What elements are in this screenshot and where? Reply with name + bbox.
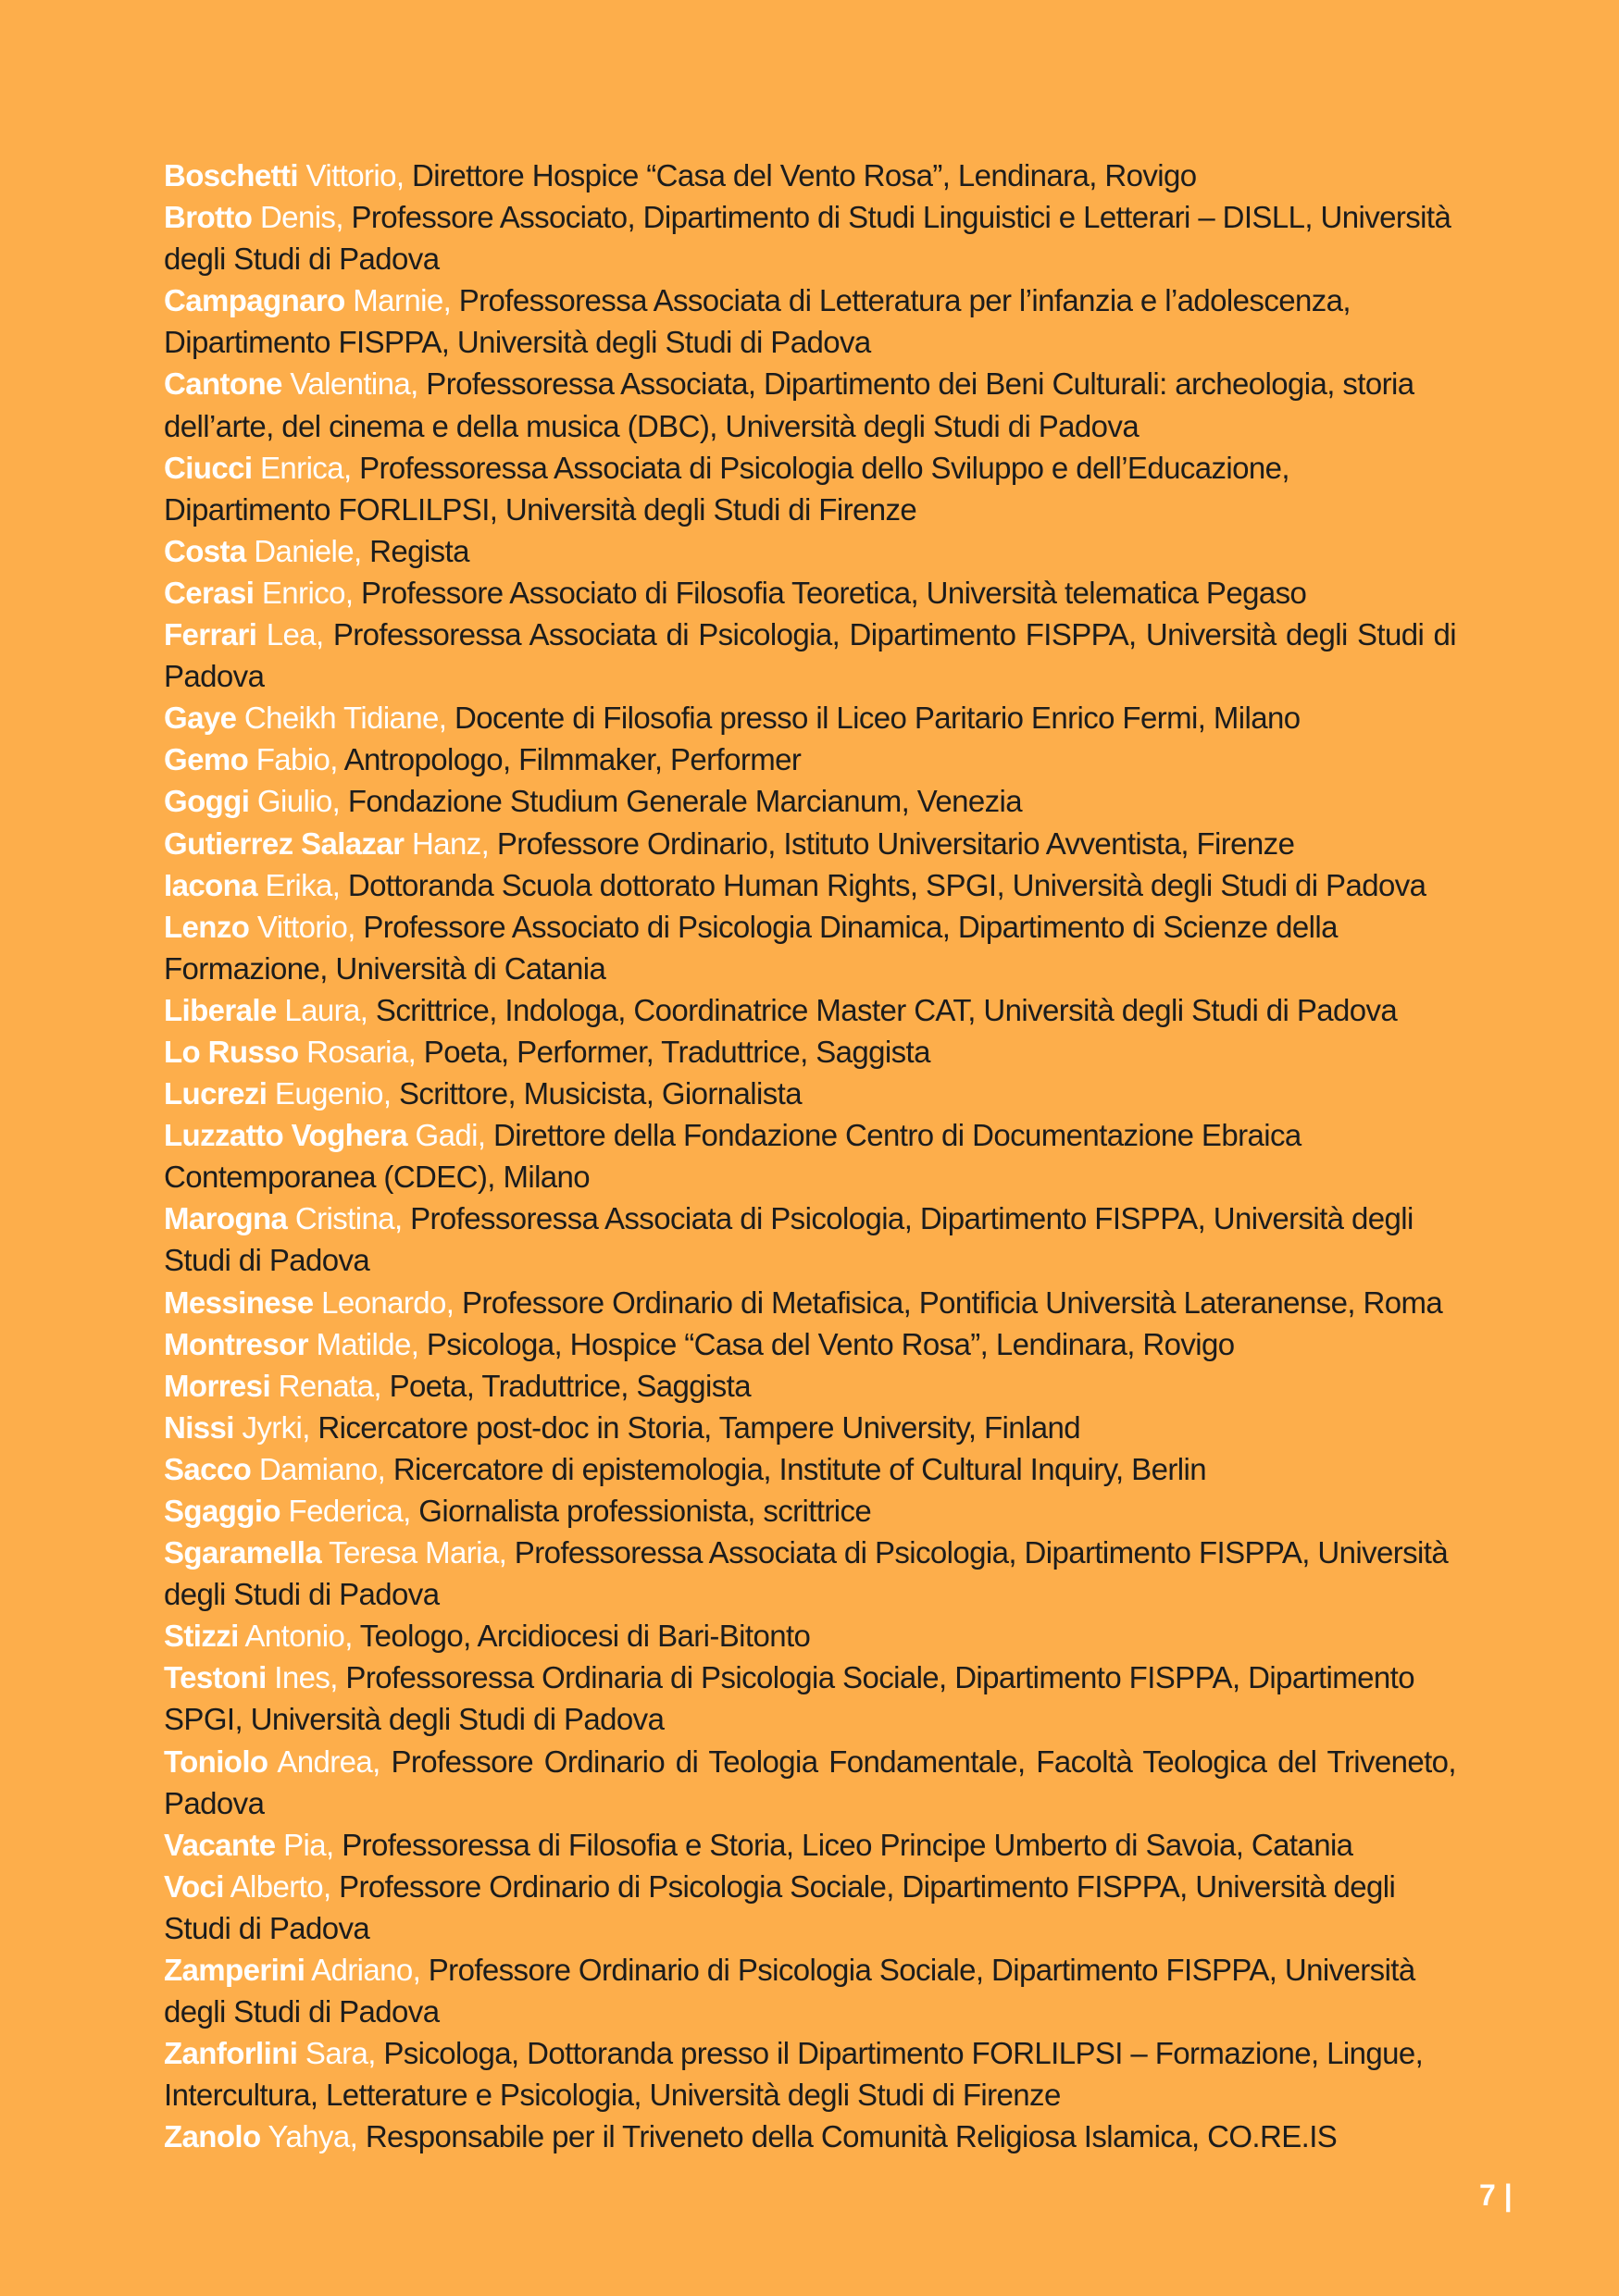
contributor-surname: Stizzi xyxy=(164,1619,239,1654)
contributor-surname: Ciucci xyxy=(164,450,253,485)
contributor-surname: Sgaggio xyxy=(164,1494,280,1528)
contributor-description: Teologo, Arcidiocesi di Bari-Bitonto xyxy=(359,1619,811,1654)
contributor-surname: Gutierrez Salazar xyxy=(164,825,405,861)
contributor-surname: Toniolo xyxy=(164,1744,268,1779)
contributor-given-name: Enrico, xyxy=(261,575,354,610)
contributor-entry xyxy=(164,1448,1456,1490)
contributor-surname: Nissi xyxy=(164,1409,234,1445)
contributor-given-name: Laura, xyxy=(284,992,368,1027)
contributor-description: Psicologa, Dottoranda presso il Dipartimento FORLILPSI – Formazione, Lingue, Intercultura, Letterature e Psicologia, Università degli Studi di Firenze xyxy=(164,2036,1424,2113)
contributor-entry xyxy=(164,1365,1456,1407)
contributor-surname: Zanolo xyxy=(164,2119,261,2154)
contributor-given-name: Sara, xyxy=(305,2036,376,2071)
contributor-description: Regista xyxy=(369,533,469,568)
contributor-description: Responsabile per il Triveneto della Comunità Religiosa Islamica, CO.RE.IS xyxy=(365,2119,1338,2154)
contributor-given-name: Jyrki, xyxy=(242,1409,310,1445)
contributor-given-name: Yahya, xyxy=(268,2119,358,2154)
contributor-description: Direttore della Fondazione Centro di Documentazione Ebraica Contemporanea (CDEC), Milano xyxy=(164,1118,1301,1195)
contributor-surname: Sgaramella xyxy=(164,1535,322,1570)
contributor-surname: Messinese xyxy=(164,1285,314,1320)
contributor-given-name: Valentina, xyxy=(290,366,418,402)
contributor-description: Scrittrice, Indologa, Coordinatrice Master CAT, Università degli Studi di Padova xyxy=(375,992,1398,1027)
contributor-entry xyxy=(164,864,1456,906)
contributor-entry xyxy=(164,1407,1456,1448)
contributor-surname: Gaye xyxy=(164,701,237,736)
contributor-given-name: Vittorio, xyxy=(256,909,355,944)
contributor-description: Poeta, Traduttrice, Saggista xyxy=(389,1368,751,1403)
contributor-given-name: Cristina, xyxy=(294,1201,403,1236)
contributor-entry xyxy=(164,1949,1456,2032)
contributor-given-name: Cheikh Tidiane, xyxy=(243,701,447,736)
contributor-entry xyxy=(164,196,1456,279)
contributor-description: Professoressa Associata, Dipartimento dei Beni Culturali: archeologia, storia dell’arte, del cinema e della musica (DBC), Università degli Studi di Padova xyxy=(164,366,1414,443)
contributor-given-name: Rosaria, xyxy=(306,1034,417,1069)
contributor-given-name: Vittorio, xyxy=(305,158,405,192)
contributor-surname: Costa xyxy=(164,533,246,568)
contributor-given-name: Denis, xyxy=(259,200,343,235)
contributor-surname: Cerasi xyxy=(164,575,255,610)
contributor-surname: Liberale xyxy=(164,992,277,1027)
contributor-description: Direttore Hospice “Casa del Vento Rosa”, Lendinara, Rovigo xyxy=(412,158,1197,192)
contributor-given-name: Leonardo, xyxy=(321,1285,455,1320)
contributor-given-name: Alberto, xyxy=(230,1868,331,1904)
contributor-entry xyxy=(164,279,1456,363)
contributor-surname: Testoni xyxy=(164,1660,267,1695)
contributor-given-name: Teresa Maria, xyxy=(329,1535,507,1570)
page-number: 7 | xyxy=(1479,2178,1513,2212)
contributor-surname: Luzzatto Voghera xyxy=(164,1118,407,1153)
contributor-description: Professore Associato di Psicologia Dinamica, Dipartimento di Scienze della Formazione, Università di Catania xyxy=(164,909,1338,986)
contributor-description: Professoressa Associata di Psicologia dello Sviluppo e dell’Educazione, Dipartimento FORLILPSI, Università degli Studi di Firenze xyxy=(164,450,1289,527)
contributor-given-name: Adriano, xyxy=(311,1953,421,1988)
contributor-description: Poeta, Performer, Traduttrice, Saggista xyxy=(423,1034,930,1069)
contributor-description: Professoressa Associata di Letteratura per l’infanzia e l’adolescenza, Dipartimento FISPPA, Università degli Studi di Padova xyxy=(164,283,1351,360)
contributor-description: Professoressa Associata di Psicologia, Dipartimento FISPPA, Università degli Studi di Padova xyxy=(164,1201,1414,1278)
contributor-given-name: Giulio, xyxy=(256,784,341,819)
contributor-entry xyxy=(164,155,1456,196)
contributor-entry xyxy=(164,1657,1456,1740)
contributor-surname: Boschetti xyxy=(164,158,298,192)
contributor-surname: Zamperini xyxy=(164,1953,305,1988)
contributor-surname: Gemo xyxy=(164,742,249,777)
contributor-entry xyxy=(164,823,1456,864)
contributor-description: Scrittore, Musicista, Giornalista xyxy=(398,1076,802,1111)
contributor-given-name: Marnie, xyxy=(353,283,452,318)
contributor-description: Professoressa Associata di Psicologia, Dipartimento FISPPA, Università degli Studi di Padova xyxy=(164,617,1457,694)
contributor-given-name: Fabio, xyxy=(255,742,338,777)
contributor-entry xyxy=(164,1031,1456,1073)
contributor-entry xyxy=(164,780,1456,822)
contributor-entry xyxy=(164,697,1456,738)
contributor-description: Ricercatore di epistemologia, Institute of Cultural Inquiry, Berlin xyxy=(392,1451,1206,1486)
contributor-description: Professore Ordinario di Metafisica, Pontificia Università Lateranense, Roma xyxy=(461,1285,1443,1320)
contributor-entry xyxy=(164,363,1456,446)
contributor-surname: Cantone xyxy=(164,366,282,402)
contributor-surname: Zanforlini xyxy=(164,2036,298,2071)
contributor-entry xyxy=(164,1866,1456,1949)
contributor-description: Professore Associato di Filosofia Teoretica, Università telematica Pegaso xyxy=(360,575,1307,610)
contributor-given-name: Matilde, xyxy=(316,1326,419,1361)
contributor-given-name: Pia, xyxy=(283,1827,334,1862)
contributor-given-name: Eugenio, xyxy=(274,1076,392,1111)
contributor-surname: Lenzo xyxy=(164,909,250,944)
contributor-given-name: Enrica, xyxy=(260,450,352,485)
contributor-description: Professore Ordinario di Teologia Fondamentale, Facoltà Teologica del Triveneto, Padova xyxy=(164,1744,1456,1820)
contributor-entry xyxy=(164,1490,1456,1532)
contributor-entry xyxy=(164,447,1456,530)
contributor-given-name: Ines, xyxy=(274,1660,338,1695)
contributor-given-name: Erika, xyxy=(265,867,341,902)
contributor-entry xyxy=(164,1532,1456,1615)
contributor-description: Professore Ordinario di Psicologia Sociale, Dipartimento FISPPA, Università degli Studi di Padova xyxy=(164,1868,1396,1945)
contributor-surname: Marogna xyxy=(164,1201,288,1236)
contributor-description: Professoressa di Filosofia e Storia, Liceo Principe Umberto di Savoia, Catania xyxy=(342,1827,1353,1862)
contributor-description: Professore Ordinario di Psicologia Sociale, Dipartimento FISPPA, Università degli Studi di Padova xyxy=(164,1953,1415,2029)
contributor-given-name: Andrea, xyxy=(277,1744,380,1779)
contributor-description: Professore Ordinario, Istituto Universitario Avventista, Firenze xyxy=(496,825,1295,861)
contributor-surname: Voci xyxy=(164,1868,224,1904)
contributor-given-name: Antonio, xyxy=(244,1619,353,1654)
contributor-entry xyxy=(164,1741,1456,1824)
contributor-entry xyxy=(164,1824,1456,1866)
contributor-entry xyxy=(164,1323,1456,1365)
contributor-description: Antropologo, Filmmaker, Performer xyxy=(343,742,802,777)
contributor-given-name: Daniele, xyxy=(254,533,362,568)
contributor-given-name: Federica, xyxy=(288,1494,411,1528)
contributor-entry xyxy=(164,1615,1456,1657)
contributor-surname: Iacona xyxy=(164,867,257,902)
contributor-description: Dottoranda Scuola dottorato Human Rights, SPGI, Università degli Studi di Padova xyxy=(347,867,1426,902)
contributor-entry xyxy=(164,1198,1456,1281)
contributor-entry xyxy=(164,1282,1456,1323)
contributor-given-name: Renata, xyxy=(278,1368,381,1403)
contributor-description: Ricercatore post-doc in Storia, Tampere University, Finland xyxy=(318,1409,1080,1445)
contributor-surname: Sacco xyxy=(164,1451,252,1486)
contributor-given-name: Damiano, xyxy=(258,1451,386,1486)
contributor-description: Docente di Filosofia presso il Liceo Paritario Enrico Fermi, Milano xyxy=(454,701,1301,736)
contributor-surname: Lo Russo xyxy=(164,1034,299,1069)
contributor-entry xyxy=(164,906,1456,989)
contributor-surname: Morresi xyxy=(164,1368,271,1403)
contributor-entry xyxy=(164,2116,1456,2157)
contributor-entry xyxy=(164,989,1456,1031)
contributor-description: Professoressa Ordinaria di Psicologia Sociale, Dipartimento FISPPA, Dipartimento SPGI, Università degli Studi di Padova xyxy=(164,1660,1414,1737)
contributor-surname: Montresor xyxy=(164,1326,308,1361)
contributor-given-name: Hanz, xyxy=(412,825,490,861)
contributor-entry xyxy=(164,1073,1456,1114)
contributor-description: Psicologa, Hospice “Casa del Vento Rosa”, Lendinara, Rovigo xyxy=(426,1326,1235,1361)
contributor-surname: Goggi xyxy=(164,784,250,819)
contributor-surname: Campagnaro xyxy=(164,283,345,318)
contributor-given-name: Lea, xyxy=(266,617,324,652)
contributor-description: Giornalista professionista, scrittrice xyxy=(418,1494,872,1528)
contributor-entry xyxy=(164,572,1456,614)
contributor-given-name: Gadi, xyxy=(415,1118,486,1153)
contributor-entry xyxy=(164,738,1456,780)
contributor-surname: Lucrezi xyxy=(164,1076,268,1111)
contributor-entry xyxy=(164,2032,1456,2116)
contributor-description: Professoressa Associata di Psicologia, Dipartimento FISPPA, Università degli Studi di Padova xyxy=(164,1535,1449,1612)
contributor-surname: Ferrari xyxy=(164,617,257,652)
contributor-surname: Vacante xyxy=(164,1827,276,1862)
contributor-surname: Brotto xyxy=(164,200,253,235)
contributor-entry xyxy=(164,530,1456,572)
contributors-list xyxy=(164,155,1456,2158)
contributor-description: Fondazione Studium Generale Marcianum, Venezia xyxy=(347,784,1022,819)
contributor-description: Professore Associato, Dipartimento di Studi Linguistici e Letterari – DISLL, Università degli Studi di Padova xyxy=(164,200,1451,277)
contributor-entry xyxy=(164,614,1456,697)
contributor-entry xyxy=(164,1114,1456,1198)
